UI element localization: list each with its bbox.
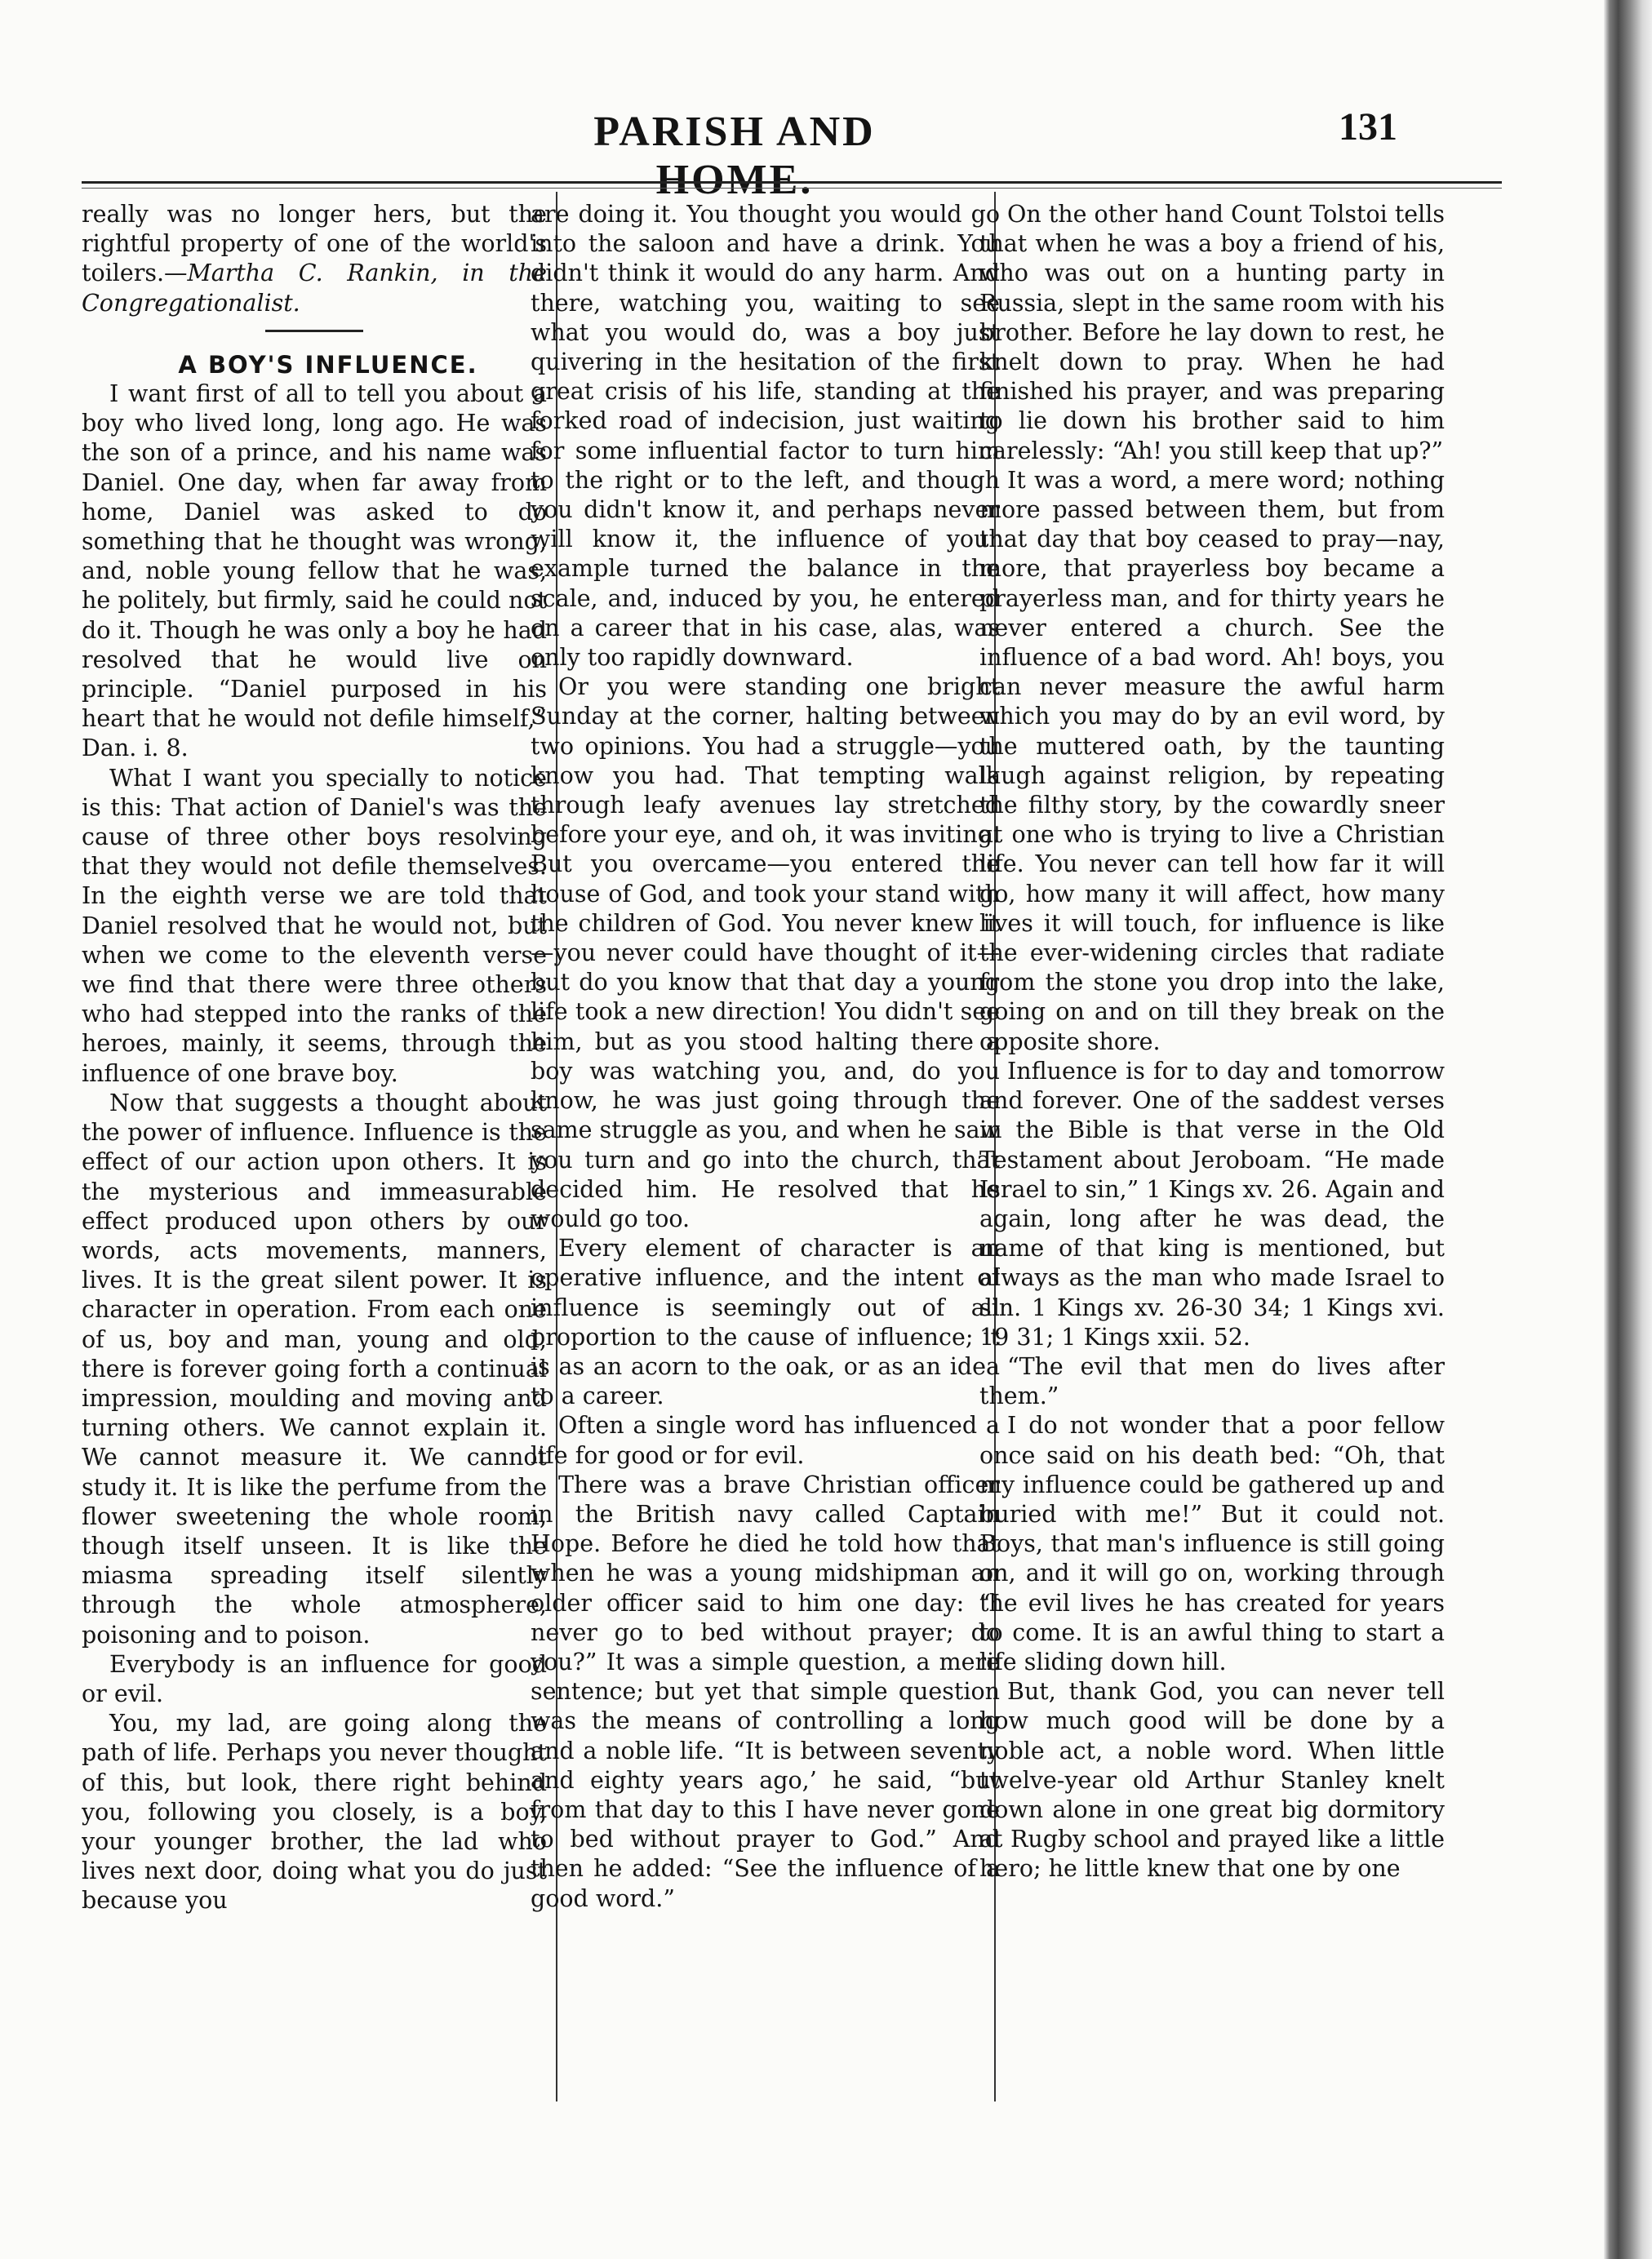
section-separator [265,330,363,332]
paragraph: Influence is for to day and tomorrow and forever. One of the saddest verses in the Bible is that verse in the Old Testament about Jeroboam. “He made Israel to sin,” 1 Kings xv. 26. Again and again, long after he was dead, the name of that king is mentioned, but always as the man who made Israel to sin. 1 Kings xv. 26-30 34; 1 Kings xvi. 19 31; 1 Kings xxii. 52. [979,1057,1445,1351]
page-binding-edge [1604,0,1652,2259]
header-rule [82,181,1502,184]
paragraph: Everybody is an influence for good or evil. [82,1650,547,1707]
column-1 [82,200,547,2101]
paragraph: Often a single word has influenced a life for good or for evil. [531,1412,1000,1469]
attribution: Martha C. Rankin, in the Congregationalist. [82,260,547,317]
paragraph-continued [82,200,547,318]
paragraph: You, my lad, are going along the path of life. Perhaps you never thought of this, but look, there right behind you, following you closely, is a boy, your younger brother, the lad who lives next door, doing what you do just because you [82,1710,547,1915]
paragraph: “The evil that men do lives after them.” [979,1352,1445,1410]
paragraph: Or you were standing one bright Sunday at the corner, halting between two opinions. You had a struggle—you know you had. That tempting walk through leafy avenues lay stretched before your eye, and oh, it was inviting. But you overcame—you entered the house of God, and took your stand with the children of God. You never knew it—you never could have thought of it—but do you know that that day a young life took a new direction! You didn't see him, but as you stood halting there a boy was watching you, and, do you know, he was just going through the same struggle as you, and when he saw you turn and go into the church, that decided him. He resolved that he would go too. [531,673,1000,1232]
paragraph: But, thank God, you can never tell how much good will be done by a noble act, a noble word. When little twelve-year old Arthur Stanley knelt down alone in one great big dormitory at Rugby school and prayed like a little hero; he little knew that one by one [979,1678,1445,1883]
paragraph: What I want you specially to notice is this: That action of Daniel's was the cause of three other boys resolving that they would not defile themselves. In the eighth verse we are told that Daniel resolved that he would not, but when we come to the eleventh verse we find that there were three others who had stepped into the ranks of the heroes, mainly, it seems, through the influence of one brave boy. [82,764,547,1087]
paragraph: Now that suggests a thought about the power of influence. Influence is the effect of our action upon others. It is the mysterious and immeasurable effect produced upon others by our words, acts movements, manners, lives. It is the great silent power. It is character in operation. From each one of us, boy and man, young and old, there is forever going forth a continual impression, moulding and moving and turning others. We cannot explain it. We cannot measure it. We cannot study it. It is like the perfume from the flower sweetening the whole room, though itself unseen. It is like the miasma spreading itself silently through the whole atmosphere, poisoning and to poison. [82,1089,547,1649]
column-3 [979,200,1445,2101]
column-2 [531,200,1000,2101]
header-rule-thin [82,188,1502,189]
running-head: PARISH AND HOME. [593,109,876,203]
paragraph-continued: are doing it. You thought you would go into the saloon and have a drink. You didn't think it would do any harm. And there, watching you, waiting to see what you would do, was a boy just quivering in the hesitation of the first great crisis of his life, standing at the forked road of indecision, just waiting for some influential factor to turn him to the right or to the left, and though you didn't know it, and perhaps never will know it, the influence of your example turned the balance in the scale, and, induced by you, he entered on a career that in his case, alas, was only too rapidly downward. [531,201,1000,672]
paragraph: On the other hand Count Tolstoi tells that when he was a boy a friend of his, who was out on a hunting party in Russia, slept in the same room with his brother. Before he lay down to rest, he knelt down to pray. When he had finished his prayer, and was preparing to lie down his brother said to him carelessly: “Ah! you still keep that up?” [979,201,1445,464]
paragraph: There was a brave Christian officer in the British navy called Captain Hope. Before he died he told how that when he was a young midshipman an older officer said to him one day: “I never go to bed without prayer; do you?” It was a simple question, a mere sentence; but yet that simple question was the means of controlling a long and a noble life. “It is between seventy and eighty years ago,’ he said, “but from that day to this I have never gone to bed without prayer to God.” And then he added: “See the influence of a good word.” [531,1471,1000,1912]
paragraph: I do not wonder that a poor fellow once said on his death bed: “Oh, that my influence could be gathered up and buried with me!” But it could not. Boys, that man's influence is still going on, and it will go on, working through the evil lives he has created for years to come. It is an awful thing to start a life sliding down hill. [979,1412,1445,1675]
paragraph: It was a word, a mere word; nothing more passed between them, but from that day that boy ceased to pray—nay, more, that prayerless boy became a prayerless man, and for thirty years he never entered a church. See the influence of a bad word. Ah! boys, you can never measure the awful harm which you may do by an evil word, by the muttered oath, by the taunting laugh against religion, by repeating the filthy story, by the cowardly sneer at one who is trying to live a Christian life. You never can tell how far it will go, how many it will affect, how many lives it will touch, for influence is like the ever-widening circles that radiate from the stone you drop into the lake, going on and on till they break on the opposite shore. [979,466,1445,1055]
paragraph: I want first of all to tell you about a boy who lived long, long ago. He was the son of a prince, and his name was Daniel. One day, when far away from home, Daniel was asked to do something that he thought was wrong, and, noble young fellow that he was, he politely, but firmly, said he could not do it. Though he was only a boy he had resolved that he would live on principle. “Daniel purposed in his heart that he would not defile himself,” Dan. i. 8. [82,380,547,762]
page-number: 131 [1339,105,1397,149]
continued-text: really was no longer hers, but the rightful property of one of the world's toilers.— [82,201,547,287]
article-title: A BOY'S INFLUENCE. [178,350,478,379]
paragraph: Every element of character is an operative influence, and the intent of influence is seemingly out of all proportion to the cause of influence; it is as an acorn to the oak, or as an idea to a career. [531,1235,1000,1410]
